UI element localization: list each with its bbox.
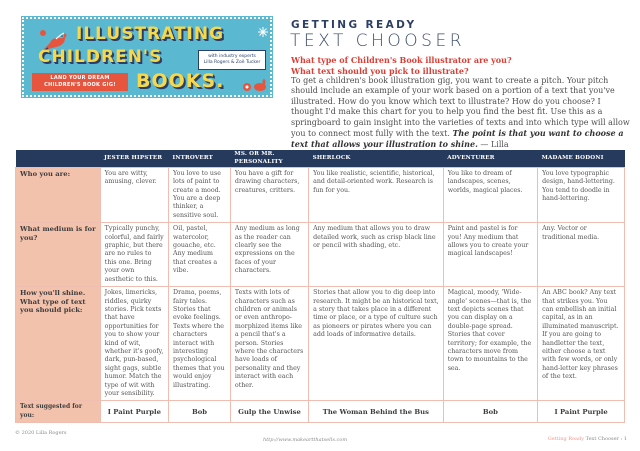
suggested-title: Bob bbox=[169, 401, 231, 423]
section-kicker: GETTING READY bbox=[291, 19, 417, 31]
suggested-title: The Woman Behind the Bus bbox=[309, 401, 444, 423]
table-cell: You love to use lots of paint to create a mood. You are a deep thinker, a sensitive soul. bbox=[169, 167, 231, 222]
intro-text: To get a children's book illustration gig, you want to create a pitch. Your pitch should include an example of your work based on a portion of a text that you've illustrated. How do you know which text to illustrate? How do you choose? I thought I'd make this chart for you to help you find the best fit. Use this as a springboard to gain insight into the varieties of texts and into which type will allow you to connect most fully with the text. bbox=[291, 76, 630, 139]
footer-separator: : bbox=[620, 436, 623, 442]
table-row bbox=[16, 223, 625, 287]
page-title: TEXT CHOOSER bbox=[290, 31, 466, 51]
suggested-title: I Paint Purple bbox=[100, 401, 168, 423]
table-cell: You like to dream of landscapes, scenes, worlds, magical places. bbox=[443, 167, 537, 222]
table-cell: Paint and pastel is for you! Any medium that allows you to create your magical landscapes! bbox=[443, 223, 537, 287]
row-header: How you'll shine. What type of text you should pick: bbox=[16, 287, 101, 401]
suggested-title: I Paint Purple bbox=[538, 401, 625, 423]
column-header: MADAME BODONI bbox=[538, 150, 625, 167]
footer-section: Getting Ready bbox=[547, 436, 585, 442]
column-header: JESTER HIPSTER bbox=[100, 150, 168, 167]
table-header-row bbox=[16, 150, 625, 167]
banner-title-line-2: CHILDREN'S bbox=[38, 47, 163, 67]
row-header: What medium is for you? bbox=[16, 223, 101, 287]
suggested-title: Bob bbox=[443, 401, 537, 423]
table-cell: Any medium as long as the reader can clearly see the expressions on the faces of your characters. bbox=[230, 223, 308, 287]
table-cell: Jokes, limericks, riddles, quirky stories. Pick texts that have opportunities for you to show your kind of wit, whether it's goofy, dark, pun-based, sight gags, subtle humor. Match the type of wit with your sensibility. bbox=[100, 287, 168, 401]
table-cell: You love typographic design, hand-lettering. You tend to doodle in hand-lettering. bbox=[538, 167, 625, 222]
intro-signature: — Lilla bbox=[477, 140, 509, 150]
page-footer-label bbox=[548, 436, 627, 442]
experts-line-1: with industry experts bbox=[208, 54, 256, 59]
text-chooser-table bbox=[15, 150, 625, 423]
banner-cta-badge bbox=[32, 73, 128, 91]
flower-icon bbox=[242, 82, 252, 92]
question-2: What text should you pick to illustrate? bbox=[291, 65, 469, 76]
table-cell: You like realistic, scientific, historical, and detail-oriented work. Research is fun for you. bbox=[309, 167, 444, 222]
rabbit-icon bbox=[252, 79, 268, 91]
column-header bbox=[16, 150, 101, 167]
table-cell: Drama, poems, fairy tales. Stories that evoke feelings. Texts where the characters interact with interesting psychological themes that you would enjoy illustrating. bbox=[169, 287, 231, 401]
banner-title-line-1: ILLUSTRATING bbox=[76, 24, 225, 44]
column-header: ADVENTURER bbox=[443, 150, 537, 167]
experts-line-2: Lilla Rogers & Zoë Tucker bbox=[203, 60, 261, 65]
suggested-title: Gulp the Unwise bbox=[230, 401, 308, 423]
intro-emphasis: The point is that you want to choose a text that allows your illustration to shine. bbox=[291, 128, 624, 150]
row-header: Who you are: bbox=[16, 167, 101, 222]
column-header: INTROVERT bbox=[169, 150, 231, 167]
table-cell: Oil, pastel, watercolor, gouache, etc. Any medium that creates a vibe. bbox=[169, 223, 231, 287]
cta-line-1: LAND YOUR DREAM bbox=[50, 75, 110, 81]
intro-paragraph bbox=[291, 76, 631, 151]
table-cell: An ABC book? Any text that strikes you. You can embellish an initial capital, as in an illuminated manuscript. If you are going to handletter the text, either choose a text with few words, or only hand-letter key phrases of the text. bbox=[538, 287, 625, 401]
page-number: 1 bbox=[623, 436, 627, 442]
lead-questions bbox=[291, 55, 512, 76]
footer-doc-title: Text Chooser bbox=[585, 436, 619, 442]
course-banner bbox=[22, 17, 272, 97]
cta-line-2: CHILDREN'S BOOK GIG! bbox=[44, 82, 116, 88]
row-header: Text suggested for you: bbox=[16, 401, 101, 423]
table-row bbox=[16, 287, 625, 401]
snowflake-icon bbox=[258, 27, 268, 37]
table-cell: Texts with lots of characters such as children or animals or even anthropo-morphized items like a pencil that's a person. Stories where the characters have loads of personality and they interact with each other. bbox=[230, 287, 308, 401]
column-header: SHERLOCK bbox=[309, 150, 444, 167]
table-row bbox=[16, 167, 625, 222]
banner-title-line-3: BOOKS. bbox=[136, 70, 225, 92]
suggested-text-row bbox=[16, 401, 625, 423]
column-header: MS. OR MR. PERSONALITY bbox=[230, 150, 308, 167]
table-cell: Any medium that allows you to draw detailed work, such as crisp black line or pencil with shading, etc. bbox=[309, 223, 444, 287]
question-1: What type of Children's Book illustrator are you? bbox=[291, 55, 512, 65]
table-cell: Typically punchy, colorful, and fairly graphic, but there are no rules to this one. Bring your own aesthetic to this. bbox=[100, 223, 168, 287]
copyright: © 2020 Lilla Rogers bbox=[15, 430, 67, 436]
table-cell: You are witty, amusing, clever. bbox=[100, 167, 168, 222]
table-cell: You have a gift for drawing characters, creatures, critters. bbox=[230, 167, 308, 222]
table-cell: Any. Vector or traditional media. bbox=[538, 223, 625, 287]
table-cell: Stories that allow you to dig deep into research. It might be an historical text, a story that takes place in a different time or place, or a type of culture such as pioneers or pirates where you can add loads of informative details. bbox=[309, 287, 444, 401]
website-link[interactable]: http://www.makeartthatsells.com bbox=[263, 437, 348, 443]
banner-experts-badge bbox=[198, 50, 266, 70]
table-cell: Magical, moody, 'Wide-angle' scenes—that is, the text depicts scenes that you can display on a double-page spread. Stories that cover territory; for example, the characters move from town to mountains to the sea. bbox=[443, 287, 537, 401]
